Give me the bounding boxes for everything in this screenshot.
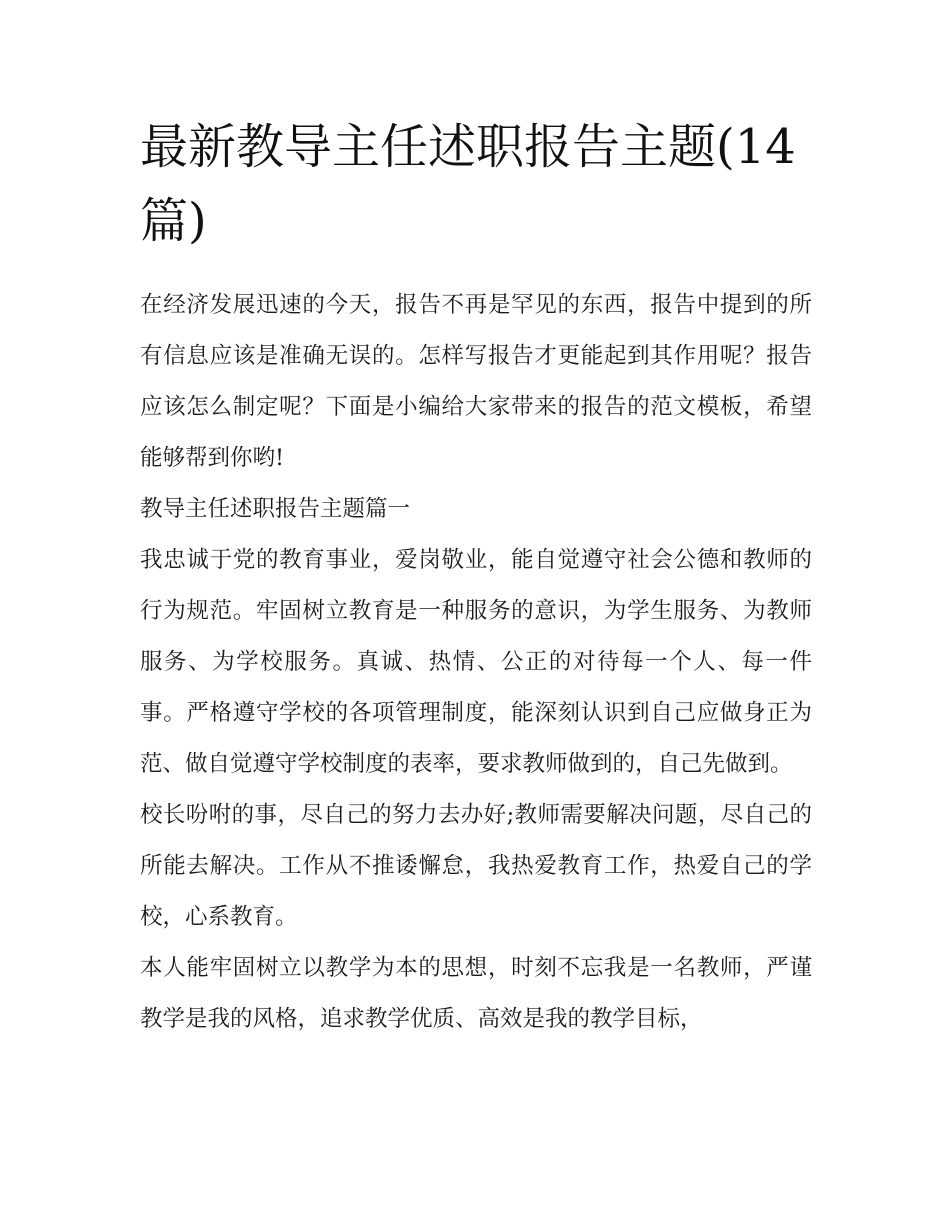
body-paragraph-3: 本人能牢固树立以教学为本的思想，时刻不忘我是一名教师，严谨教学是我的风格，追求教学优质、高效是我的教学目标， — [140, 955, 812, 1032]
document-body — [140, 110, 812, 1045]
body-paragraph-2: 校长吩咐的事，尽自己的努力去办好;教师需要解决问题，尽自己的所能去解决。工作从不推诿懈怠，我热爱教育工作，热爱自己的学校，心系教育。 — [140, 802, 812, 930]
intro-paragraph: 在经济发展迅速的今天，报告不再是罕见的东西，报告中提到的所有信息应该是准确无误的。怎样写报告才更能起到其作用呢？报告应该怎么制定呢？下面是小编给大家带来的报告的范文模板，希望能够帮到你哟! — [140, 292, 812, 471]
body-paragraph-1: 我忠诚于党的教育事业，爱岗敬业，能自觉遵守社会公德和教师的行为规范。牢固树立教育是一种服务的意识，为学生服务、为教师服务、为学校服务。真诚、热情、公正的对待每一个人、每一件事。严格遵守学校的各项管理制度，能深刻认识到自己应做身正为范、做自觉遵守学校制度的表率，要求教师做到的，自己先做到。 — [140, 547, 812, 777]
section-heading: 教导主任述职报告主题篇一 — [140, 496, 411, 522]
document-title: 最新教导主任述职报告主题(14篇) — [140, 119, 796, 249]
